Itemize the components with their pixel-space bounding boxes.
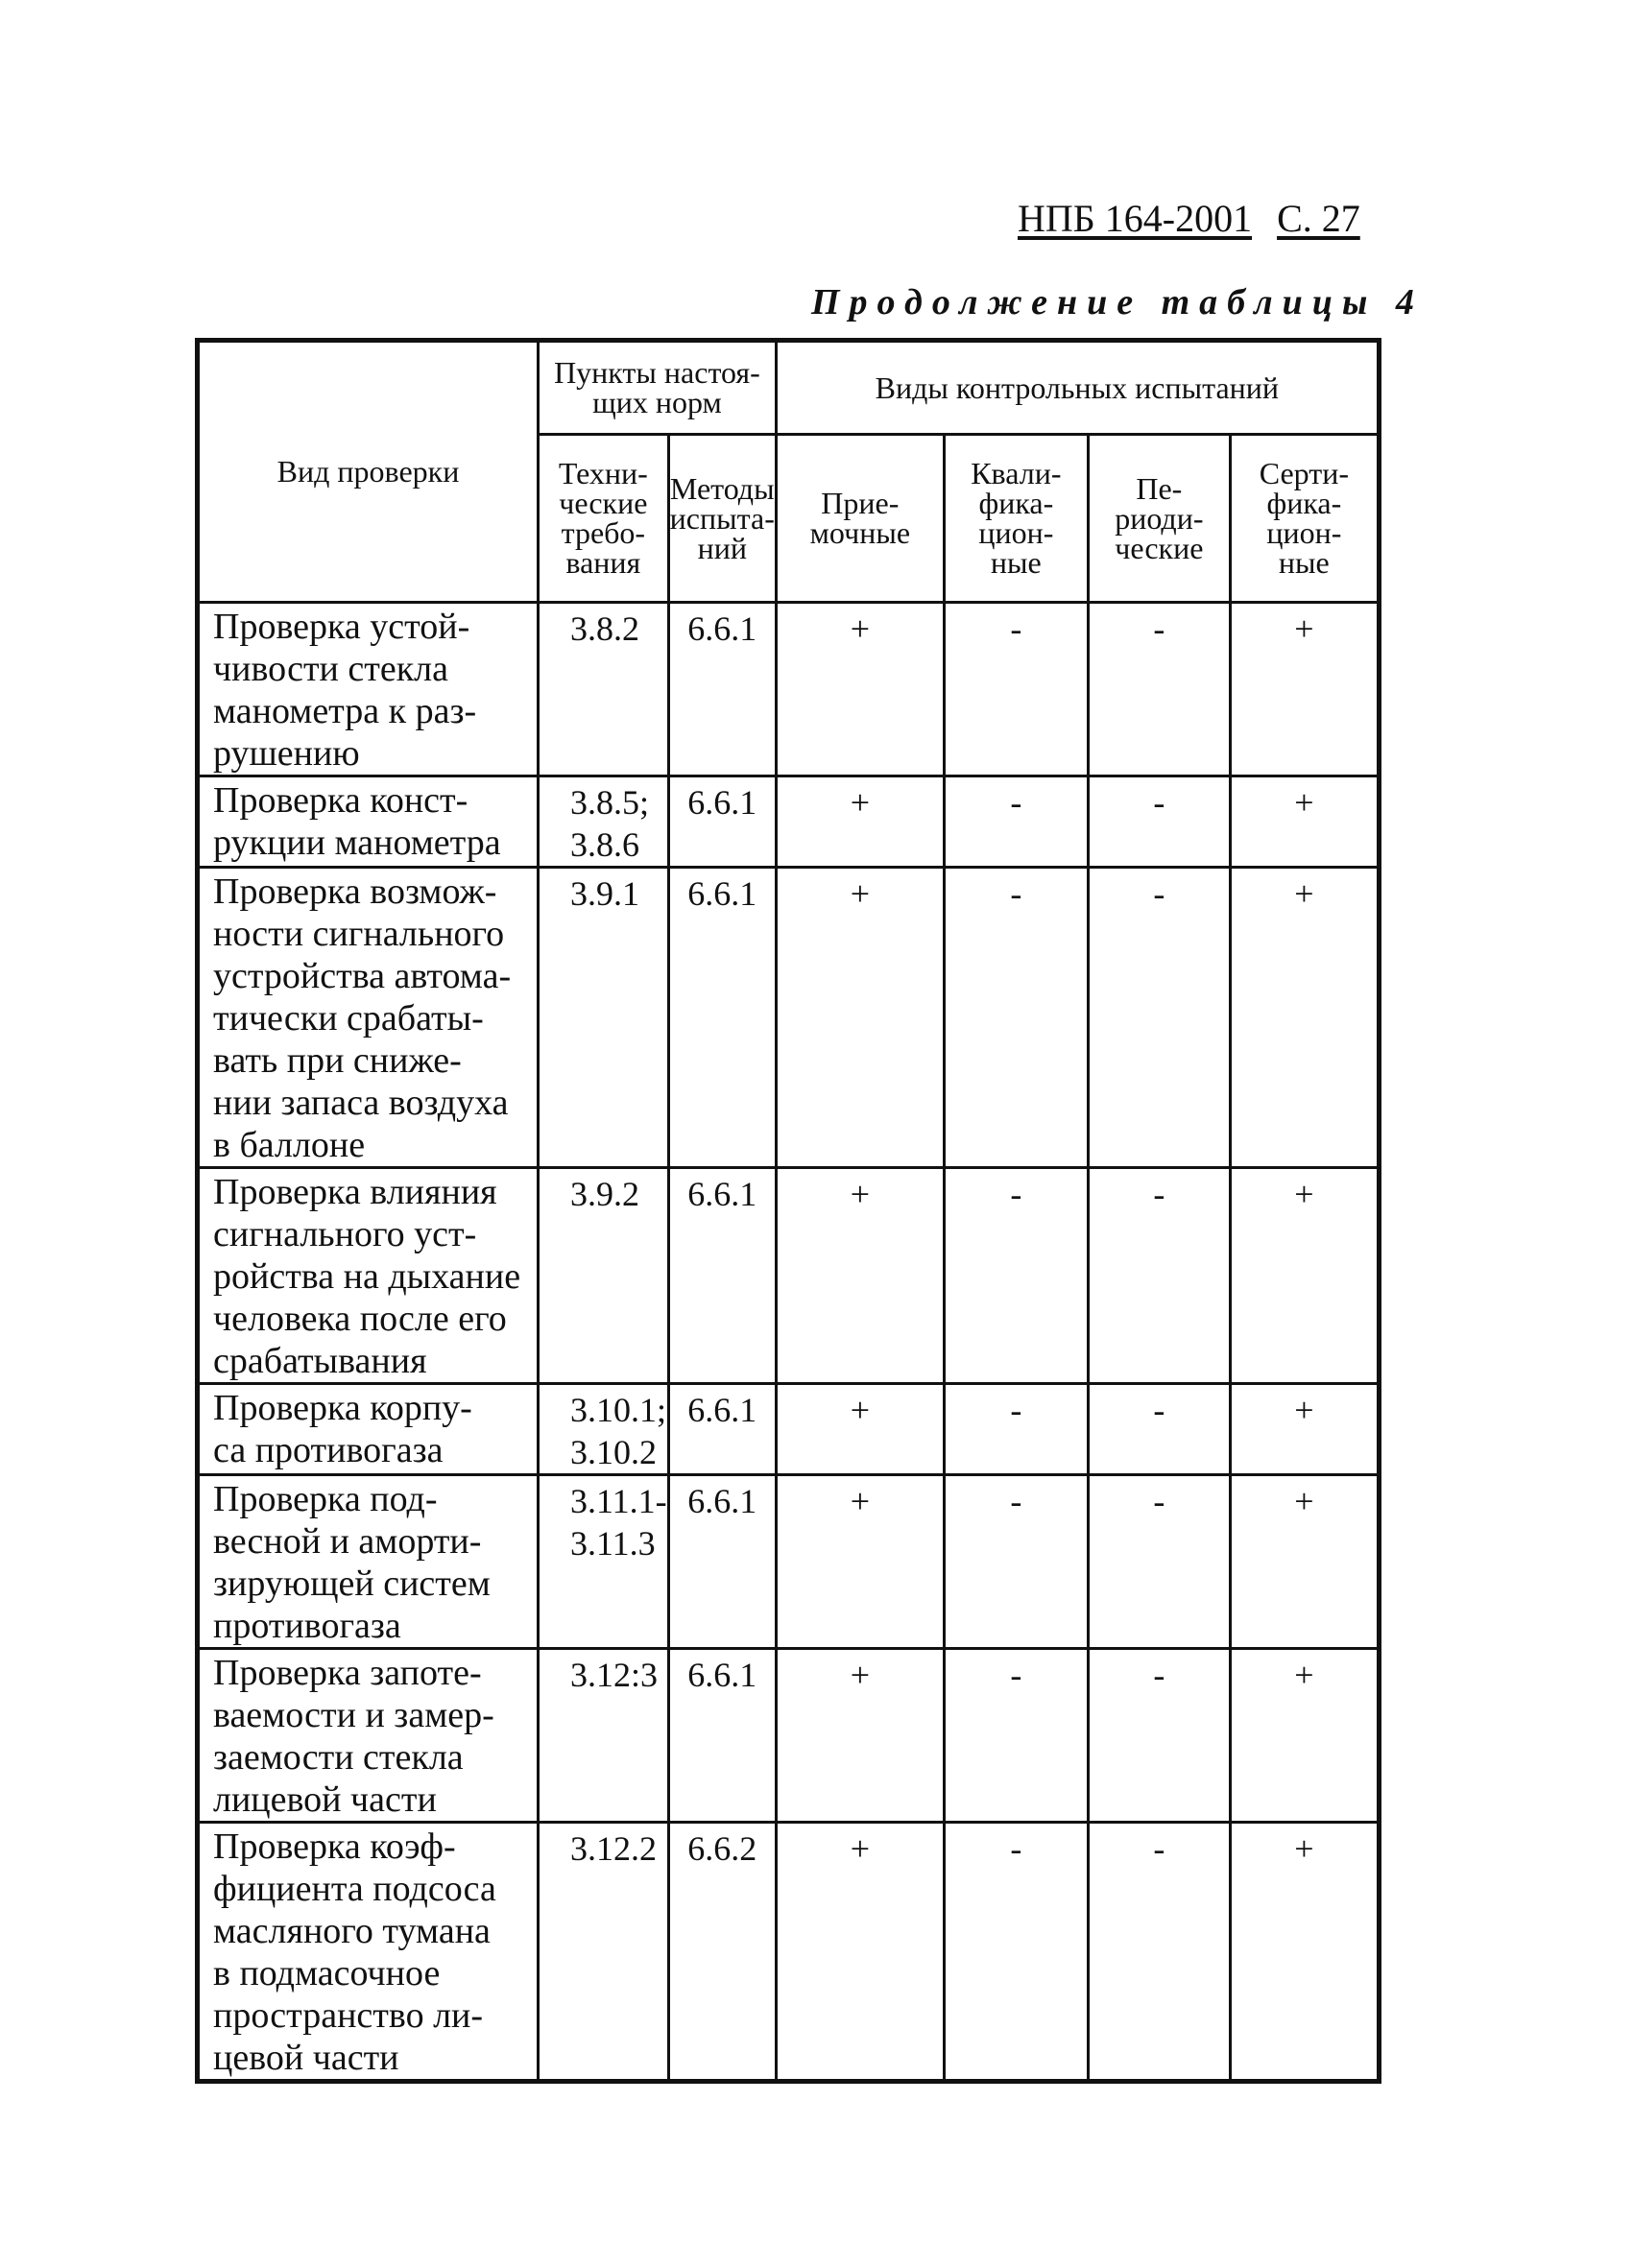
check-name-cell: Проверка корпу- са противогаза: [198, 1384, 539, 1475]
qualification-cell: -: [944, 776, 1088, 868]
periodic-cell: -: [1088, 868, 1230, 1168]
test-method-cell: 6.6.1: [668, 868, 776, 1168]
qualification-cell: -: [944, 1384, 1088, 1475]
tech-requirements-cell: 3.8.2: [539, 603, 669, 776]
table-row: [198, 603, 1380, 776]
qualification-cell: -: [944, 1649, 1088, 1823]
header-check-type: Вид проверки: [198, 341, 539, 603]
tech-requirements-cell: 3.11.1- 3.11.3: [539, 1475, 669, 1649]
periodic-cell: -: [1088, 1823, 1230, 2082]
acceptance-cell: +: [776, 603, 944, 776]
table-continuation-caption: Продолжение таблицы 4: [811, 282, 1424, 322]
acceptance-cell: +: [776, 1384, 944, 1475]
table-row: [198, 1168, 1380, 1384]
table-body: [198, 603, 1380, 2082]
periodic-cell: -: [1088, 776, 1230, 868]
certification-cell: +: [1230, 603, 1379, 776]
check-name-cell: Проверка под- весной и аморти- зирующей систем противогаза: [198, 1475, 539, 1649]
periodic-cell: -: [1088, 1649, 1230, 1823]
certification-cell: +: [1230, 1475, 1379, 1649]
inspection-table: [195, 338, 1381, 2084]
check-name-cell: Проверка коэф- фициента подсоса масляного тумана в подмасочное пространство ли- цевой части: [198, 1823, 539, 2082]
qualification-cell: -: [944, 1475, 1088, 1649]
certification-cell: +: [1230, 1823, 1379, 2082]
certification-cell: +: [1230, 1384, 1379, 1475]
test-method-cell: 6.6.2: [668, 1823, 776, 2082]
table-row: [198, 1384, 1380, 1475]
header-test-types: Виды контрольных испытаний: [776, 341, 1379, 435]
qualification-cell: -: [944, 603, 1088, 776]
periodic-cell: -: [1088, 603, 1230, 776]
certification-cell: +: [1230, 868, 1379, 1168]
test-method-cell: 6.6.1: [668, 1168, 776, 1384]
header-qualification: Квали- фика- цион- ные: [944, 435, 1088, 603]
periodic-cell: -: [1088, 1384, 1230, 1475]
header-norm-points: Пункты настоя- щих норм: [539, 341, 777, 435]
page-number: С. 27: [1277, 197, 1360, 240]
periodic-cell: -: [1088, 1168, 1230, 1384]
check-name-cell: Проверка возмож- ности сигнального устройства автома- тически срабаты- вать при сниже- нии запаса воздуха в баллоне: [198, 868, 539, 1168]
tech-requirements-cell: 3.12:3: [539, 1649, 669, 1823]
acceptance-cell: +: [776, 868, 944, 1168]
table-row: [198, 1475, 1380, 1649]
header-certification: Серти- фика- цион- ные: [1230, 435, 1379, 603]
header-acceptance: Прие- мочные: [776, 435, 944, 603]
qualification-cell: -: [944, 1823, 1088, 2082]
document-code: НПБ 164-2001: [1018, 197, 1253, 240]
page-header: [1018, 196, 1360, 241]
tech-requirements-cell: 3.10.1; 3.10.2: [539, 1384, 669, 1475]
table-row: [198, 776, 1380, 868]
acceptance-cell: +: [776, 1475, 944, 1649]
test-method-cell: 6.6.1: [668, 1384, 776, 1475]
table-row: [198, 1823, 1380, 2082]
tech-requirements-cell: 3.9.1: [539, 868, 669, 1168]
check-name-cell: Проверка конст- рукции манометра: [198, 776, 539, 868]
acceptance-cell: +: [776, 1649, 944, 1823]
acceptance-cell: +: [776, 776, 944, 868]
periodic-cell: -: [1088, 1475, 1230, 1649]
acceptance-cell: +: [776, 1823, 944, 2082]
certification-cell: +: [1230, 1168, 1379, 1384]
test-method-cell: 6.6.1: [668, 776, 776, 868]
tech-requirements-cell: 3.9.2: [539, 1168, 669, 1384]
tech-requirements-cell: 3.8.5; 3.8.6: [539, 776, 669, 868]
certification-cell: +: [1230, 1649, 1379, 1823]
qualification-cell: -: [944, 868, 1088, 1168]
check-name-cell: Проверка запоте- ваемости и замер- заемости стекла лицевой части: [198, 1649, 539, 1823]
certification-cell: +: [1230, 776, 1379, 868]
test-method-cell: 6.6.1: [668, 1475, 776, 1649]
check-name-cell: Проверка устой- чивости стекла манометра к раз- рушению: [198, 603, 539, 776]
tech-requirements-cell: 3.12.2: [539, 1823, 669, 2082]
header-test-methods: Методы испыта- ний: [668, 435, 776, 603]
test-method-cell: 6.6.1: [668, 1649, 776, 1823]
test-method-cell: 6.6.1: [668, 603, 776, 776]
check-name-cell: Проверка влияния сигнального уст- ройства на дыхание человека после его срабатывания: [198, 1168, 539, 1384]
table-row: [198, 1649, 1380, 1823]
acceptance-cell: +: [776, 1168, 944, 1384]
header-periodic: Пе- риоди- ческие: [1088, 435, 1230, 603]
header-tech-requirements: Техни- ческие требо- вания: [539, 435, 669, 603]
qualification-cell: -: [944, 1168, 1088, 1384]
table-row: [198, 868, 1380, 1168]
